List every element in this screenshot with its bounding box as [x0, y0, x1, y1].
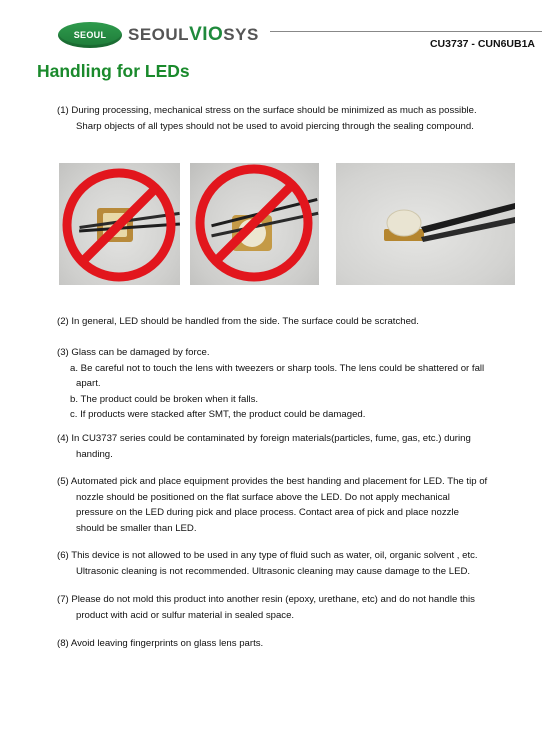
paragraph-8-line: (8) Avoid leaving fingerprints on glass lens parts. [57, 638, 264, 649]
photo-wrong-handling-lens [190, 163, 319, 285]
logo-wordmark [128, 24, 259, 46]
paragraph-3-item-a-cont: apart. [76, 378, 101, 389]
photo-correct-handling-side [336, 163, 515, 285]
page-title: Handling for LEDs [37, 61, 190, 81]
paragraph-1 [57, 103, 542, 134]
paragraph-7-cont: product with acid or sulfur material in sealed space. [76, 609, 295, 621]
paragraph-1-cont: Sharp objects of all types should not be used to avoid piercing through the sealing compound. [76, 120, 474, 132]
paragraph-6 [57, 548, 542, 579]
photo-3-illustration [336, 163, 515, 285]
photo-1-illustration [59, 163, 180, 285]
paragraph-3-item-c: c. If products were stacked after SMT, the product could be damaged. [70, 409, 366, 420]
paragraph-3-line: (3) Glass can be damaged by force. [57, 347, 210, 358]
led-lens [387, 210, 421, 236]
logo-word-vio: VIO [189, 24, 224, 45]
company-logo [58, 20, 259, 50]
paragraph-3-item-a: a. Be careful not to touch the lens with tweezers or sharp tools. The lens could be shattered or fall [70, 362, 485, 374]
document-code: CU3737 - CUN6UB1A [429, 38, 535, 50]
paragraph-4-cont: handing. [76, 448, 113, 460]
paragraph-8 [57, 636, 542, 652]
paragraph-5-cont-1: nozzle should be positioned on the flat surface above the LED. Do not apply mechanical [76, 491, 450, 503]
paragraph-4 [57, 431, 542, 462]
logo-word-seoul: SEOUL [128, 25, 190, 44]
paragraph-4-line: (4) In CU3737 series could be contaminated by foreign materials(particles, fume, gas, etc.) during [57, 433, 471, 444]
paragraph-2-line: (2) In general, LED should be handled from the side. The surface could be scratched. [57, 316, 419, 327]
paragraph-5-cont-2: pressure on the LED during pick and place process. Contact area of pick and place nozzle [76, 507, 459, 518]
photo-2-illustration [190, 163, 319, 285]
paragraph-3 [57, 345, 542, 423]
logo-word-sys: SYS [223, 25, 259, 44]
header-divider [270, 31, 542, 32]
paragraph-6-line: (6) This device is not allowed to be used in any type of fluid such as water, oil, organic solvent , etc. [57, 550, 478, 561]
paragraph-6-cont: Ultrasonic cleaning is not recommended. Ultrasonic cleaning may cause damage to the LED. [76, 565, 471, 577]
paragraph-2 [57, 314, 542, 330]
paragraph-1-line: (1) During processing, mechanical stress on the surface should be minimized as much as possible. [57, 105, 477, 116]
paragraph-7-line: (7) Please do not mold this product into another resin (epoxy, urethane, etc) and do not handle this [57, 594, 475, 605]
logo-badge: SEOUL [58, 22, 122, 48]
paragraph-3-item-b: b. The product could be broken when it falls. [70, 393, 259, 405]
paragraph-5 [57, 474, 542, 536]
paragraph-5-cont-3: should be smaller than LED. [76, 522, 197, 534]
paragraph-7 [57, 592, 542, 623]
paragraph-5-line: (5) Automated pick and place equipment provides the best handing and placement for LED. The tip of [57, 476, 488, 487]
photo-wrong-handling-top [59, 163, 180, 285]
